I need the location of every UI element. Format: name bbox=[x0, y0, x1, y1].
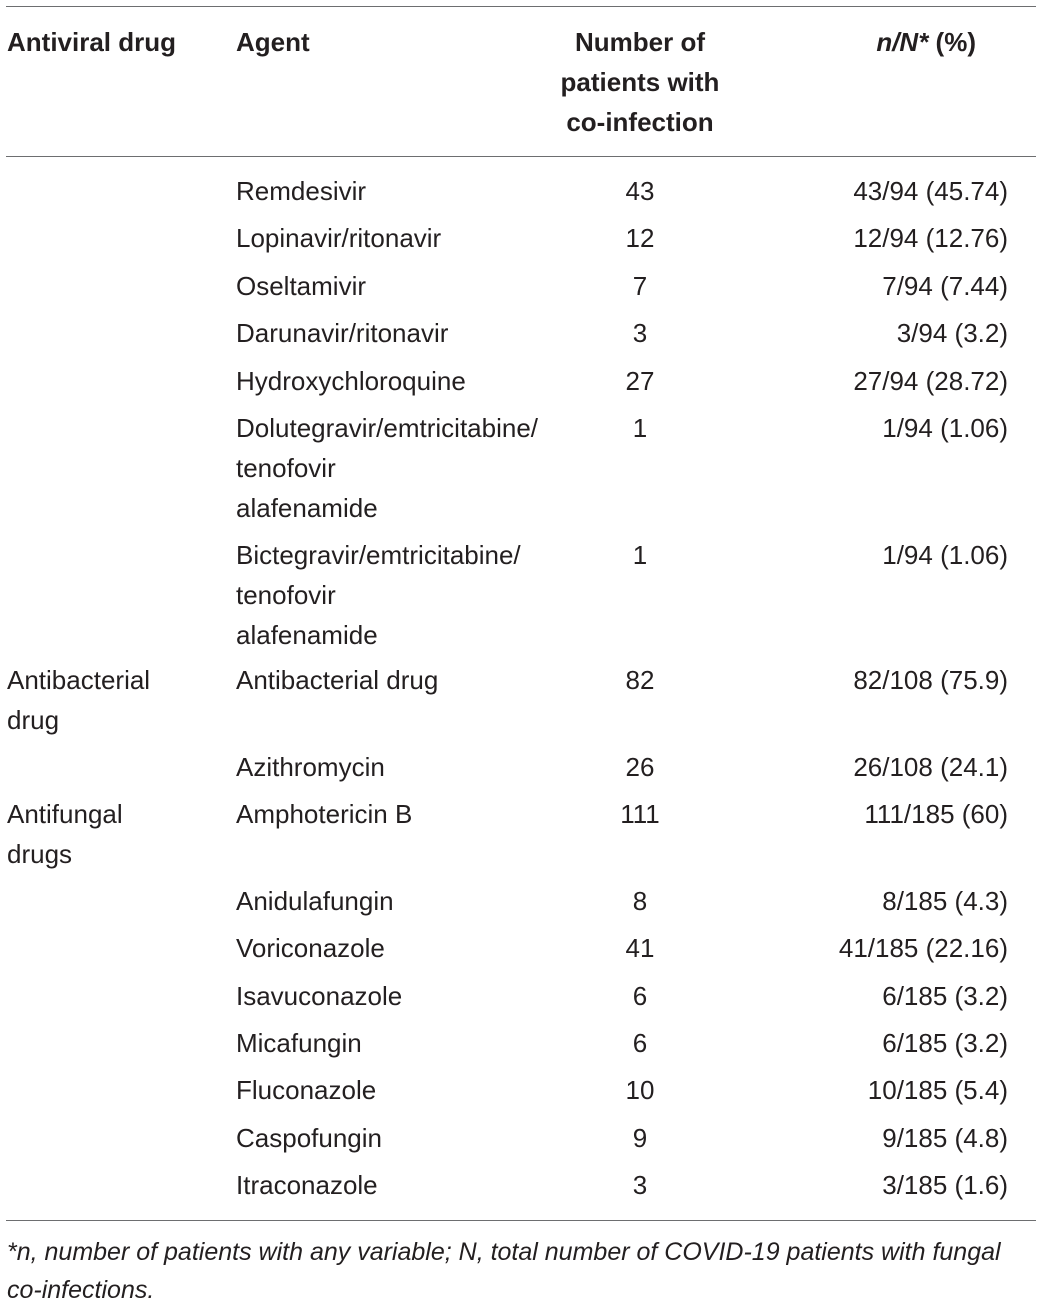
header-bottom-rule bbox=[6, 156, 1036, 157]
row-agent bbox=[236, 535, 521, 655]
row-patient-count: 7 bbox=[632, 271, 648, 301]
row-group-label-line: drugs bbox=[7, 839, 73, 869]
row-agent bbox=[236, 408, 538, 528]
row-agent bbox=[236, 794, 412, 834]
row-agent-line: alafenamide bbox=[236, 493, 378, 523]
header-number-of-patients bbox=[540, 22, 740, 142]
row-patient-count: 43 bbox=[625, 176, 655, 206]
row-agent-line: Remdesivir bbox=[236, 176, 367, 206]
row-percentage: 41/185 (22.16) bbox=[838, 933, 1008, 963]
row-agent-line: Anidulafungin bbox=[236, 886, 394, 916]
row-agent bbox=[236, 660, 438, 700]
row-patient-count: 41 bbox=[625, 933, 655, 963]
row-patient-count: 27 bbox=[625, 366, 655, 396]
row-percentage: 7/94 (7.44) bbox=[882, 271, 1008, 301]
table-top-rule bbox=[6, 6, 1036, 7]
row-percentage: 26/108 (24.1) bbox=[853, 752, 1008, 782]
row-group-label bbox=[7, 794, 123, 874]
row-patient-count: 1 bbox=[632, 540, 648, 570]
row-patient-count: 26 bbox=[625, 752, 655, 782]
header-number-line-1: Number of bbox=[575, 27, 705, 57]
row-agent-line: Voriconazole bbox=[236, 933, 385, 963]
row-agent-line: tenofovir bbox=[236, 580, 336, 610]
row-agent bbox=[236, 1118, 382, 1158]
row-agent-line: Dolutegravir/emtricitabine/ bbox=[236, 413, 539, 443]
header-pct-suffix: (%) bbox=[928, 27, 976, 57]
row-agent bbox=[236, 266, 366, 306]
row-percentage: 111/185 (60) bbox=[864, 799, 1008, 829]
row-agent-line: Azithromycin bbox=[236, 752, 385, 782]
row-percentage: 9/185 (4.8) bbox=[882, 1123, 1008, 1153]
row-patient-count: 9 bbox=[632, 1123, 648, 1153]
row-agent-line: Oseltamivir bbox=[236, 271, 367, 301]
row-percentage: 3/185 (1.6) bbox=[882, 1170, 1008, 1200]
row-agent-line: Bictegravir/emtricitabine/ bbox=[236, 540, 521, 570]
row-agent-line: Fluconazole bbox=[236, 1075, 377, 1105]
row-agent-line: Itraconazole bbox=[236, 1170, 378, 1200]
row-percentage: 27/94 (28.72) bbox=[853, 366, 1008, 396]
row-patient-count: 82 bbox=[625, 665, 655, 695]
row-agent-line: Darunavir/ritonavir bbox=[236, 318, 449, 348]
row-group-label bbox=[7, 660, 150, 740]
table-bottom-rule bbox=[6, 1220, 1036, 1221]
row-patient-count: 3 bbox=[632, 318, 648, 348]
row-agent bbox=[236, 218, 441, 258]
row-percentage: 6/185 (3.2) bbox=[882, 1028, 1008, 1058]
row-patient-count: 1 bbox=[632, 413, 648, 443]
row-agent-line: Micafungin bbox=[236, 1028, 362, 1058]
row-agent-line: Lopinavir/ritonavir bbox=[236, 223, 442, 253]
row-percentage: 3/94 (3.2) bbox=[896, 318, 1008, 348]
row-agent bbox=[236, 1070, 376, 1110]
row-agent bbox=[236, 881, 394, 921]
header-n-over-n: n/N* bbox=[876, 27, 929, 57]
row-agent bbox=[236, 928, 385, 968]
table-footnote: *n, number of patients with any variable; N, total number of COVID-19 patients with fungal co-infections. bbox=[7, 1238, 1001, 1304]
row-percentage: 82/108 (75.9) bbox=[853, 665, 1008, 695]
header-agent: Agent bbox=[236, 27, 310, 57]
row-patient-count: 6 bbox=[632, 1028, 648, 1058]
row-agent bbox=[236, 1165, 378, 1205]
row-agent-line: Isavuconazole bbox=[236, 981, 403, 1011]
row-group-label-line: Antifungal bbox=[7, 799, 123, 829]
row-agent bbox=[236, 313, 448, 353]
header-percentage bbox=[876, 22, 976, 62]
header-antiviral-drug: Antiviral drug bbox=[7, 27, 177, 57]
row-patient-count: 111 bbox=[620, 799, 660, 829]
row-agent bbox=[236, 361, 466, 401]
row-percentage: 10/185 (5.4) bbox=[867, 1075, 1008, 1105]
row-percentage: 6/185 (3.2) bbox=[882, 981, 1008, 1011]
row-agent-line: Amphotericin B bbox=[236, 799, 413, 829]
row-group-label-line: Antibacterial bbox=[7, 665, 151, 695]
row-agent bbox=[236, 1023, 362, 1063]
row-agent-line: Hydroxychloroquine bbox=[236, 366, 466, 396]
row-group-label-line: drug bbox=[7, 705, 60, 735]
row-agent-line: tenofovir bbox=[236, 453, 336, 483]
row-patient-count: 12 bbox=[625, 223, 655, 253]
row-percentage: 8/185 (4.3) bbox=[882, 886, 1008, 916]
row-patient-count: 8 bbox=[632, 886, 648, 916]
row-agent-line: Caspofungin bbox=[236, 1123, 382, 1153]
header-number-line-3: co-infection bbox=[566, 107, 714, 137]
row-agent bbox=[236, 976, 402, 1016]
row-patient-count: 6 bbox=[632, 981, 648, 1011]
row-percentage: 1/94 (1.06) bbox=[882, 540, 1008, 570]
header-number-line-2: patients with bbox=[560, 67, 720, 97]
row-patient-count: 10 bbox=[625, 1075, 655, 1105]
row-percentage: 1/94 (1.06) bbox=[882, 413, 1008, 443]
row-percentage: 12/94 (12.76) bbox=[853, 223, 1008, 253]
row-agent bbox=[236, 171, 366, 211]
row-agent-line: Antibacterial drug bbox=[236, 665, 439, 695]
row-percentage: 43/94 (45.74) bbox=[853, 176, 1008, 206]
row-patient-count: 3 bbox=[632, 1170, 648, 1200]
row-agent bbox=[236, 747, 385, 787]
row-agent-line: alafenamide bbox=[236, 620, 378, 650]
